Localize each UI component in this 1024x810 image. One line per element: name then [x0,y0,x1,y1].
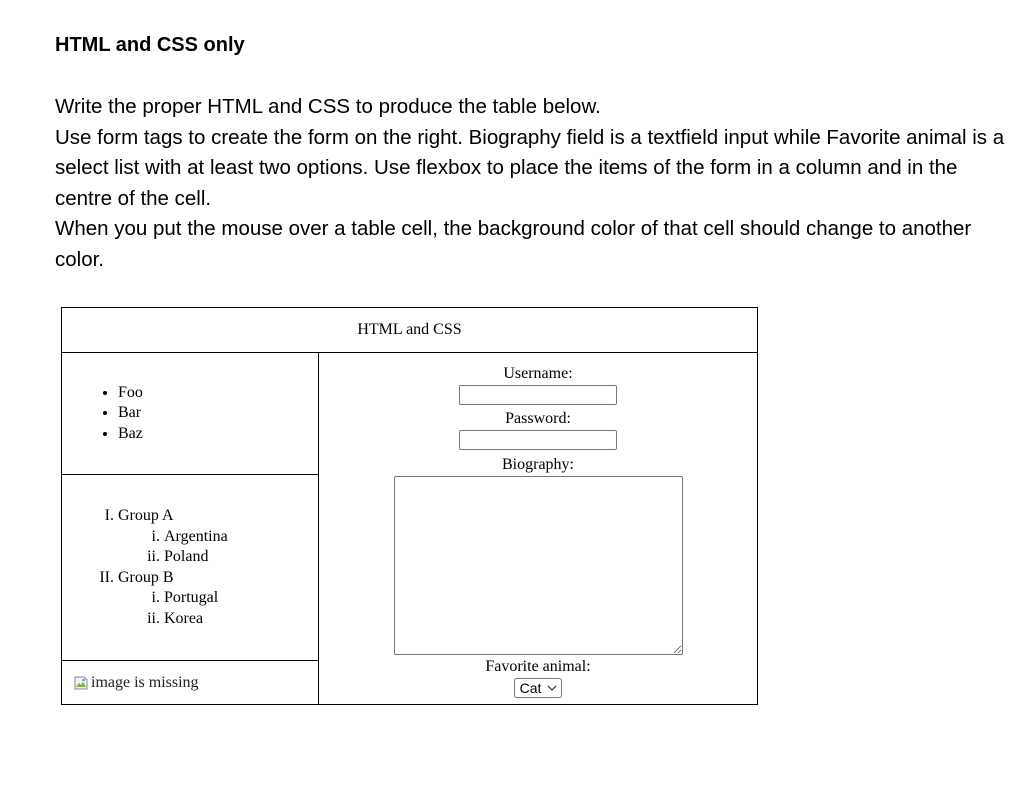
instruction-line-1: Write the proper HTML and CSS to produce the table below. [55,95,601,118]
list-item: • Foo [118,383,318,404]
group-label: Group A [118,507,174,524]
username-label: Username: [503,365,573,382]
biography-label: Biography: [502,456,574,473]
sub-list [118,588,318,629]
list-item: i. Portugal [164,588,318,609]
instruction-line-3: When you put the mouse over a table cell, the background color of that cell should change to another color. [55,217,972,271]
chevron-down-icon [547,683,557,693]
instructions-body [55,92,1005,275]
list-item: i. Argentina [164,527,318,548]
username-input[interactable] [459,385,617,405]
missing-image [62,674,318,692]
favorite-animal-select[interactable] [514,678,563,698]
bullet-list [62,383,318,445]
bullet-list-cell[interactable] [62,353,319,475]
form-cell[interactable] [319,353,758,705]
groups-list-cell[interactable] [62,475,319,661]
instruction-line-2: Use form tags to create the form on the right. Biography field is a textfield input while Favorite animal is a select list with at least two options. Use flexbox to place the items of the form in a column and in the centre of the cell. [55,125,1005,210]
instructions-document [55,30,1005,275]
document-title: HTML and CSS only [55,34,245,56]
broken-image-icon [73,675,89,691]
signup-form [319,353,757,704]
list-item: • Baz [118,424,318,445]
group-label: Group B [118,568,174,586]
list-item: • Bar [118,403,318,424]
sub-list [118,527,318,568]
favorite-animal-selected: Cat [519,680,542,696]
table-header-text: HTML and CSS [357,321,462,338]
groups-list [62,506,318,629]
table-header-cell[interactable] [62,308,758,353]
image-alt-text: image is missing [91,673,199,691]
password-input[interactable] [459,430,617,450]
list-item [118,568,318,630]
list-item: ii. Korea [164,609,318,630]
password-label: Password: [505,410,571,427]
list-item: ii. Poland [164,547,318,568]
biography-textarea[interactable] [394,476,683,655]
favorite-animal-label: Favorite animal: [485,658,591,675]
demo-table [61,307,758,705]
image-cell[interactable] [62,661,319,705]
list-item [118,506,318,568]
